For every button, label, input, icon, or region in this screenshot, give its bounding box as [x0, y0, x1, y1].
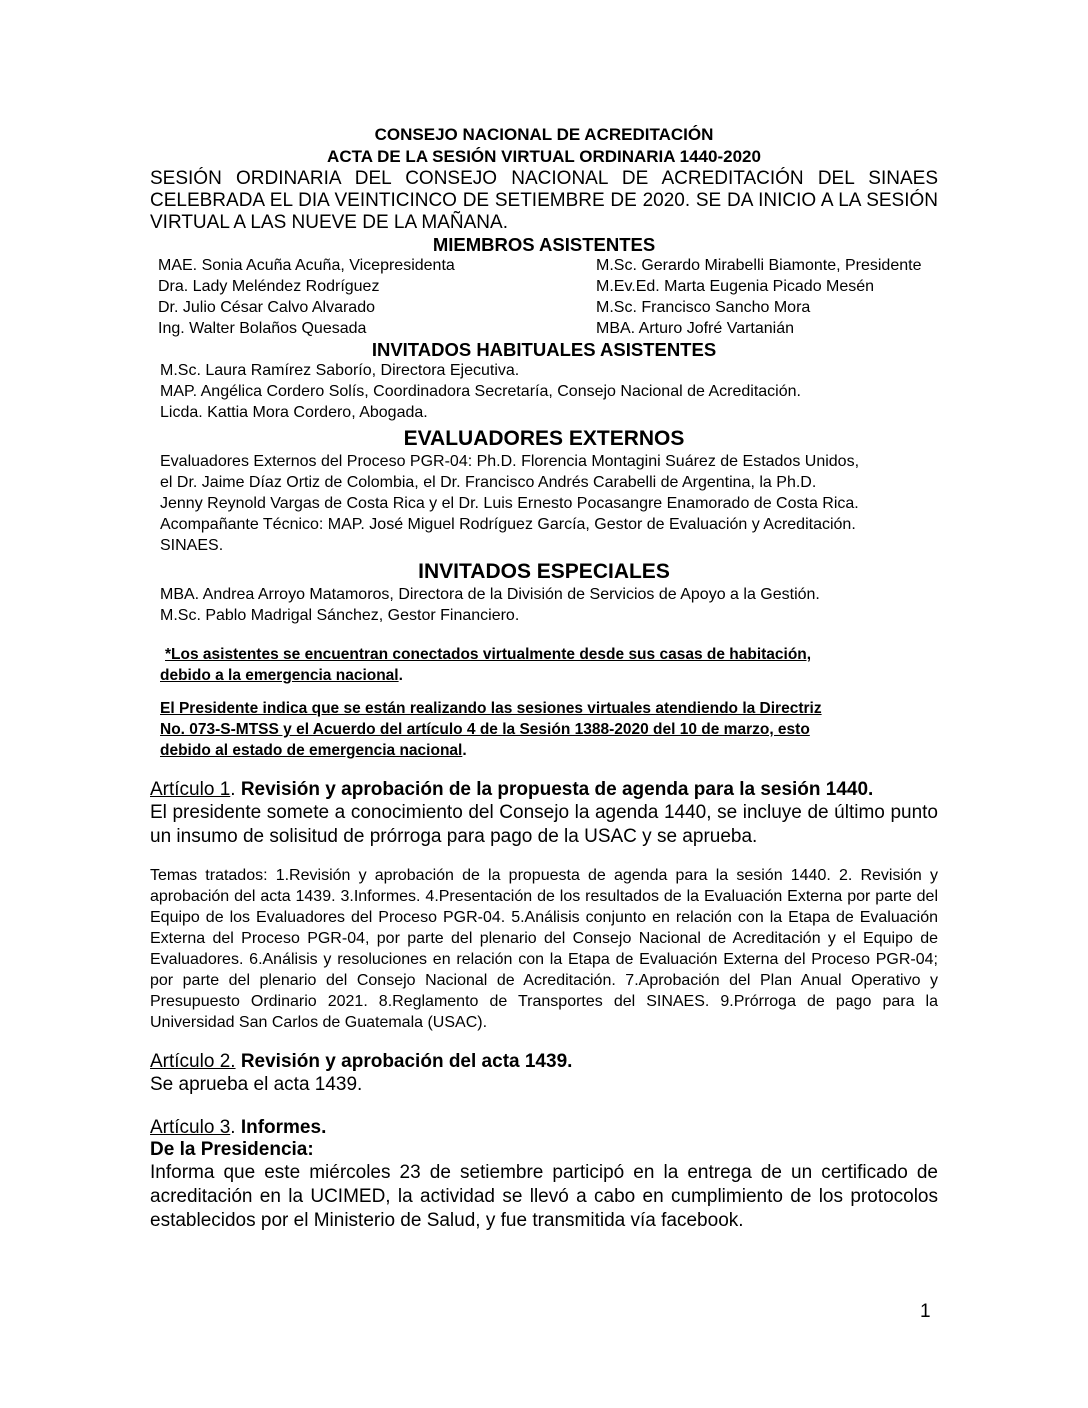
member-right: M.Sc. Francisco Sancho Mora — [596, 299, 811, 316]
special-guests-heading: INVITADOS ESPECIALES — [418, 560, 670, 583]
guest-item: MAP. Angélica Cordero Solís, Coordinadora Secretaría, Consejo Nacional de Acreditación. — [160, 383, 801, 400]
attendance-note — [160, 644, 938, 686]
guest-item: M.Sc. Laura Ramírez Saborío, Directora Ejecutiva. — [160, 362, 520, 379]
member-right: M.Ev.Ed. Marta Eugenia Picado Mesén — [596, 278, 875, 295]
attendance-note-line: debido a la emergencia nacional — [160, 667, 399, 684]
evaluators-line: el Dr. Jaime Díaz Ortiz de Colombia, el Dr. Francisco Andrés Carabelli de Argentina, la Ph.D. — [160, 474, 817, 491]
directive-note-line: No. 073-S-MTSS y el Acuerdo del artículo 4 de la Sesión 1388-2020 del 10 de marzo, esto — [160, 721, 810, 738]
article-3-title: Informes. — [240, 1117, 327, 1138]
minutes-title: ACTA DE LA SESIÓN VIRTUAL ORDINARIA 1440-2020 — [327, 147, 761, 166]
article-1-body: El presidente somete a conocimiento del Consejo la agenda 1440, se incluye de último punto un insumo de solisitud de prórroga para pago de la USAC y se aprueba. — [150, 802, 938, 847]
article-2-title: Revisión y aprobación del acta 1439. — [240, 1051, 573, 1072]
session-intro: SESIÓN ORDINARIA DEL CONSEJO NACIONAL DE ACREDITACIÓN DEL SINAES CELEBRADA EL DIA VEINTICINCO DE SETIEMBRE DE 2020. SE DA INICIO A LA SESIÓN VIRTUAL A LAS NUEVE DE LA MAÑANA. — [150, 168, 938, 233]
member-right: MBA. Arturo Jofré Vartanián — [596, 320, 795, 337]
article-2-body: Se aprueba el acta 1439. — [150, 1074, 363, 1095]
members-list — [158, 255, 938, 339]
member-left: MAE. Sonia Acuña Acuña, Vicepresidenta — [158, 257, 455, 274]
evaluators-line: Acompañante Técnico: MAP. José Miguel Rodríguez García, Gestor de Evaluación y Acreditación. — [160, 516, 856, 533]
member-right: M.Sc. Gerardo Mirabelli Biamonte, Presidente — [596, 257, 922, 274]
article-3-label: Artículo 3 — [150, 1117, 231, 1138]
directive-note-line: El Presidente indica que se están realizando las sesiones virtuales atendiendo la Directriz — [160, 700, 822, 717]
article-3-heading: Artículo 3. Informes. — [150, 1117, 327, 1138]
attendance-note-period: . — [398, 667, 403, 684]
article-3-body: Informa que este miércoles 23 de setiembre participó en la entrega de un certificado de acreditación en la UCIMED, la actividad se llevó a cabo en cumplimiento de los protocolos establecidos por el Ministerio de Salud, y fue transmitida vía facebook. — [150, 1162, 938, 1231]
evaluators-line: Jenny Reynold Vargas de Costa Rica y el Dr. Luis Ernesto Pocasangre Enamorado de Costa Rica. — [160, 495, 859, 512]
guest-item: Licda. Kattia Mora Cordero, Abogada. — [160, 404, 428, 421]
article-1-label: Artículo 1 — [150, 779, 231, 800]
members-heading: MIEMBROS ASISTENTES — [432, 234, 656, 255]
directive-note-line: debido al estado de emergencia nacional — [160, 742, 463, 759]
member-left: Dr. Julio César Calvo Alvarado — [158, 299, 375, 316]
evaluators-line: Evaluadores Externos del Proceso PGR-04: Ph.D. Florencia Montagini Suárez de Estados Unidos, — [160, 453, 860, 470]
evaluators-heading: EVALUADORES EXTERNOS — [403, 427, 685, 450]
article-1-topics: Temas tratados: 1.Revisión y aprobación de la propuesta de agenda para la sesión 1440. 2. Revisión y aprobación del acta 1439. 3.Informes. 4.Presentación de los resultados de la Evaluación Externa por parte del Equipo de los Evaluadores del Proceso PGR-04. 5.Análisis conjunto en relación con la Etapa de Evaluación Externa del Proceso PGR-04, por parte del plenario del Consejo Nacional de Acreditación y el Equipo de Evaluadores. 6.Análisis y resoluciones en relación con la Etapa de Evaluación Externa del Proceso PGR-04; por parte del plenario del Consejo Nacional de Acreditación. 7.Aprobación del Plan Anual Operativo y Presupuesto Ordinario 2021. 8.Reglamento de Transportes del SINAES. 9.Prórroga de pago para la Universidad San Carlos de Guatemala (USAC). — [150, 867, 938, 1031]
attendance-note-line: *Los asistentes se encuentran conectados virtualmente desde sus casas de habitación, — [165, 646, 812, 663]
article-1-heading: Artículo 1. Revisión y aprobación de la propuesta de agenda para la sesión 1440. — [150, 779, 874, 800]
council-title: CONSEJO NACIONAL DE ACREDITACIÓN — [374, 125, 714, 144]
directive-note — [160, 698, 938, 761]
document-content — [150, 124, 938, 1233]
member-left: Ing. Walter Bolaños Quesada — [158, 320, 367, 337]
directive-note-period: . — [462, 742, 467, 759]
special-guest-item: M.Sc. Pablo Madrigal Sánchez, Gestor Financiero. — [160, 607, 520, 624]
evaluators-line: SINAES. — [160, 537, 224, 554]
member-left: Dra. Lady Meléndez Rodríguez — [158, 278, 380, 295]
article-1-title: Revisión y aprobación de la propuesta de agenda para la sesión 1440. — [240, 779, 874, 800]
article-2-label: Artículo 2. — [150, 1051, 236, 1072]
article-3-subheading: De la Presidencia: — [150, 1139, 314, 1160]
special-guest-item: MBA. Andrea Arroyo Matamoros, Directora de la División de Servicios de Apoyo a la Gestión. — [160, 586, 820, 603]
page-number: 1 — [920, 1301, 931, 1322]
article-2-heading — [150, 1051, 938, 1073]
guests-heading: INVITADOS HABITUALES ASISTENTES — [371, 339, 717, 360]
